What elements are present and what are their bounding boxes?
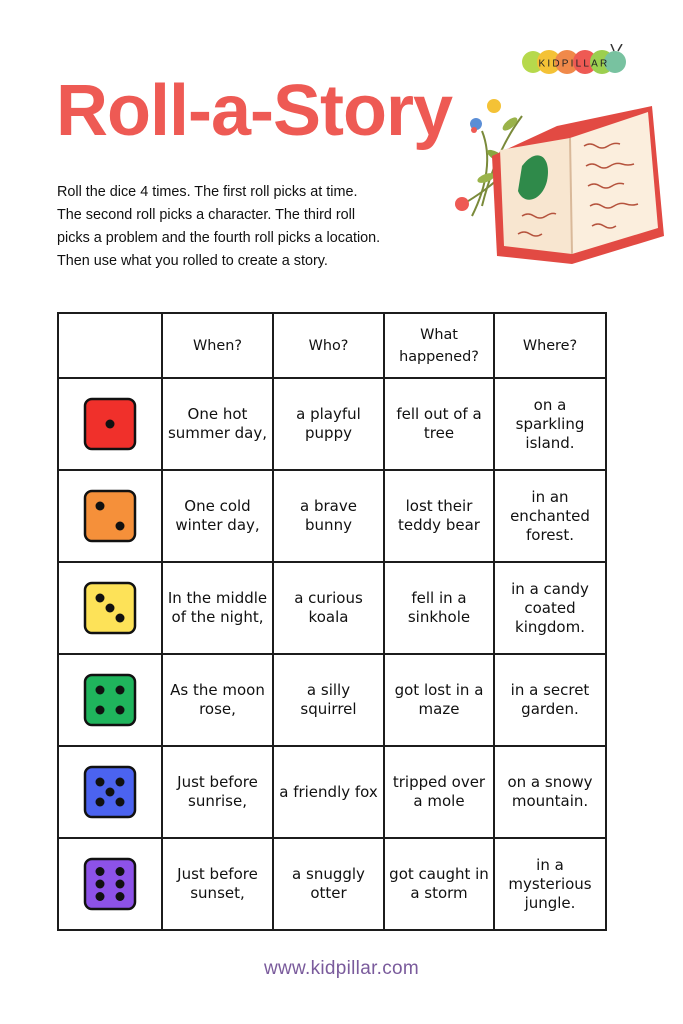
cell-where: in a secret garden. (494, 654, 606, 746)
header-when: When? (162, 313, 273, 378)
die-pip (96, 880, 105, 889)
cell-who: a silly squirrel (273, 654, 384, 746)
cell-where: in an enchanted forest. (494, 470, 606, 562)
die-pip (106, 420, 115, 429)
die-pip (106, 604, 115, 613)
die-pip (96, 502, 105, 511)
instruction-line: Roll the dice 4 times. The first roll picks at time. (57, 184, 358, 200)
header-what-happened-text: What happened? (399, 326, 479, 365)
cell-what: got caught in a storm (384, 838, 494, 930)
table-row (58, 378, 606, 470)
open-book-illustration (452, 86, 668, 276)
die-pip (106, 788, 115, 797)
table-row (58, 746, 606, 838)
die-pip (96, 686, 105, 695)
cell-when: One hot summer day, (162, 378, 273, 470)
cell-when: In the middle of the night, (162, 562, 273, 654)
die-pip (116, 778, 125, 787)
die-pip (96, 778, 105, 787)
die-cell (58, 470, 162, 562)
story-table (57, 312, 607, 931)
instructions (57, 181, 437, 273)
die-3-icon (83, 581, 137, 635)
die-cell (58, 838, 162, 930)
cell-when: As the moon rose, (162, 654, 273, 746)
cell-who: a brave bunny (273, 470, 384, 562)
cell-when: One cold winter day, (162, 470, 273, 562)
cell-who: a curious koala (273, 562, 384, 654)
svg-text:KIDPILLAR: KIDPILLAR (538, 58, 610, 70)
die-cell (58, 746, 162, 838)
die-pip (116, 867, 125, 876)
die-pip (96, 594, 105, 603)
die-pip (96, 867, 105, 876)
cell-where: in a candy coated kingdom. (494, 562, 606, 654)
table-row (58, 654, 606, 746)
cell-what: tripped over a mole (384, 746, 494, 838)
table-header-row (58, 313, 606, 378)
die-pip (96, 798, 105, 807)
cell-what: fell out of a tree (384, 378, 494, 470)
die-6-icon (83, 857, 137, 911)
instruction-line: picks a problem and the fourth roll picks a location. (57, 230, 381, 246)
page-title: Roll-a-Story (56, 71, 453, 151)
header-where: Where? (494, 313, 606, 378)
die-cell (58, 378, 162, 470)
die-4-icon (83, 673, 137, 727)
cell-who: a playful puppy (273, 378, 384, 470)
die-pip (96, 706, 105, 715)
table-row (58, 838, 606, 930)
die-5-icon (83, 765, 137, 819)
die-pip (96, 892, 105, 901)
cell-what: lost their teddy bear (384, 470, 494, 562)
die-pip (116, 614, 125, 623)
cell-who: a friendly fox (273, 746, 384, 838)
header-die (58, 313, 162, 378)
die-pip (116, 706, 125, 715)
die-pip (116, 880, 125, 889)
die-pip (116, 798, 125, 807)
cell-what: got lost in a maze (384, 654, 494, 746)
die-2-icon (83, 489, 137, 543)
die-cell (58, 562, 162, 654)
die-pip (116, 892, 125, 901)
cell-when: Just before sunrise, (162, 746, 273, 838)
cell-where: on a sparkling island. (494, 378, 606, 470)
kidpillar-logo (522, 44, 626, 80)
instruction-line: The second roll picks a character. The third roll (57, 207, 356, 223)
instruction-line: Then use what you rolled to create a story. (57, 253, 328, 269)
die-pip (116, 522, 125, 531)
cell-when: Just before sunset, (162, 838, 273, 930)
header-who: Who? (273, 313, 384, 378)
die-1-icon (83, 397, 137, 451)
die-pip (116, 686, 125, 695)
cell-where: on a snowy mountain. (494, 746, 606, 838)
die-cell (58, 654, 162, 746)
table-row (58, 562, 606, 654)
header-what-happened (384, 313, 494, 378)
cell-who: a snuggly otter (273, 838, 384, 930)
cell-where: in a mysterious jungle. (494, 838, 606, 930)
table-row (58, 470, 606, 562)
footer-url: www.kidpillar.com (263, 958, 420, 979)
cell-what: fell in a sinkhole (384, 562, 494, 654)
